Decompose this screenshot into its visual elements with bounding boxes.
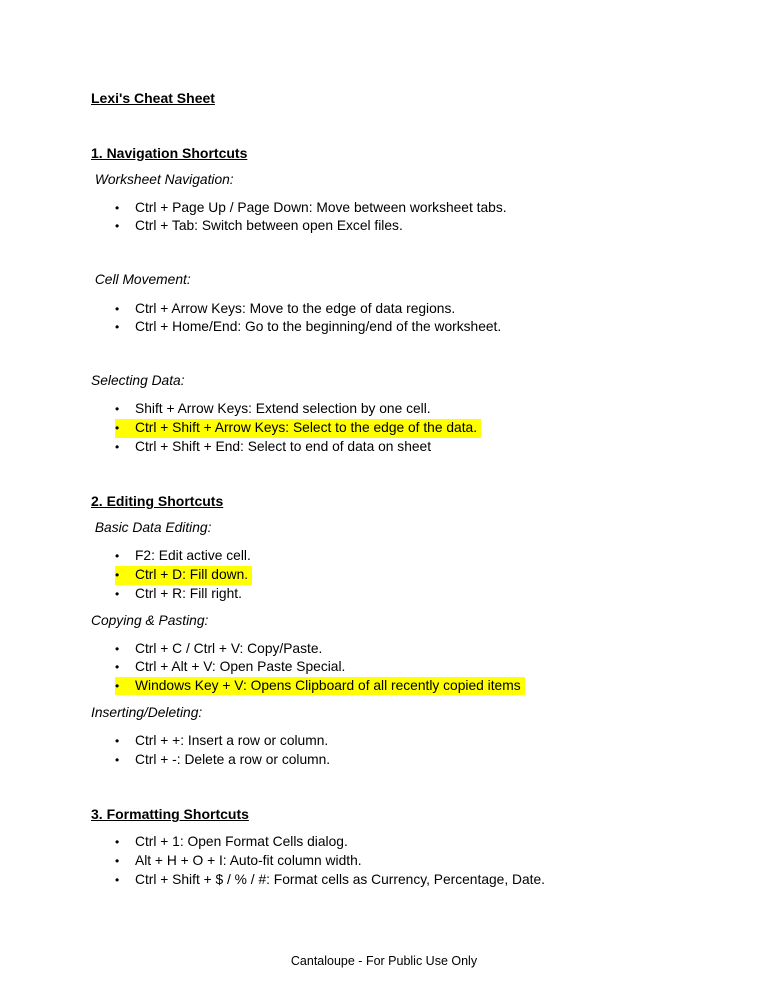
bullet-icon: •	[115, 420, 120, 435]
bullet-icon: •	[115, 752, 120, 767]
bullet-list	[91, 640, 688, 696]
item-text: Ctrl + Tab: Switch between open Excel files.	[135, 218, 403, 234]
list-item	[115, 852, 688, 871]
list-item	[115, 871, 688, 890]
item-text: Ctrl + Alt + V: Open Paste Special.	[135, 659, 346, 675]
item-text: Alt + H + O + I: Auto-fit column width.	[135, 852, 362, 868]
group-label: Selecting Data:	[91, 373, 185, 389]
list-item	[115, 300, 688, 319]
list-item	[115, 585, 688, 604]
highlighted-line	[115, 419, 481, 438]
section	[91, 492, 688, 769]
bullet-icon: •	[115, 549, 120, 564]
line	[115, 732, 332, 751]
item-text: Ctrl + D: Fill down.	[135, 566, 249, 582]
group-label: Cell Movement:	[91, 272, 191, 288]
list-item	[115, 547, 688, 566]
item-text: Ctrl + +: Insert a row or column.	[135, 733, 329, 749]
bullet-icon: •	[115, 439, 120, 454]
highlighted-line	[115, 677, 525, 696]
section-heading: 1. Navigation Shortcuts	[91, 144, 248, 161]
bullet-icon: •	[115, 641, 120, 656]
section	[91, 144, 688, 457]
bullet-icon: •	[115, 660, 120, 675]
bullet-list	[91, 199, 688, 236]
line	[115, 300, 459, 319]
line	[115, 751, 334, 770]
bullet-icon: •	[115, 320, 120, 335]
bullet-icon: •	[115, 301, 120, 316]
section-heading: 3. Formatting Shortcuts	[91, 806, 249, 823]
item-text: Ctrl + 1: Open Format Cells dialog.	[135, 834, 348, 850]
bullet-list	[91, 300, 688, 337]
sections-container	[91, 144, 688, 890]
line	[115, 833, 352, 852]
item-text: Ctrl + Home/End: Go to the beginning/end of the worksheet.	[135, 319, 502, 335]
bullet-icon: •	[115, 872, 120, 887]
line	[115, 658, 349, 677]
list-item	[115, 419, 688, 438]
bullet-icon: •	[115, 567, 120, 582]
item-text: Shift + Arrow Keys: Extend selection by one cell.	[135, 401, 431, 417]
item-text: Ctrl + Page Up / Page Down: Move between worksheet tabs.	[135, 199, 507, 215]
list-item	[115, 438, 688, 457]
list-item	[115, 318, 688, 337]
list-item	[115, 217, 688, 236]
line	[115, 852, 366, 871]
item-text: Windows Key + V: Opens Clipboard of all recently copied items	[135, 677, 521, 693]
bullet-icon: •	[115, 734, 120, 749]
item-text: Ctrl + C / Ctrl + V: Copy/Paste.	[135, 640, 323, 656]
bullet-icon: •	[115, 402, 120, 417]
list-item	[115, 751, 688, 770]
bullet-list	[91, 833, 688, 889]
bullet-list	[91, 547, 688, 603]
group-label: Inserting/Deleting:	[91, 704, 203, 720]
list-item	[115, 677, 688, 696]
bullet-list	[91, 732, 688, 769]
document-content	[91, 89, 688, 889]
bullet-icon: •	[115, 586, 120, 601]
document-title: Lexi's Cheat Sheet	[91, 90, 215, 106]
group-label: Copying & Pasting:	[91, 612, 209, 628]
item-text: Ctrl + Shift + $ / % / #: Format cells as Currency, Percentage, Date.	[135, 871, 545, 887]
section-heading: 2. Editing Shortcuts	[91, 493, 224, 510]
list-item	[115, 199, 688, 218]
highlighted-line	[115, 566, 252, 585]
list-item	[115, 732, 688, 751]
list-item	[115, 833, 688, 852]
list-item	[115, 640, 688, 659]
line	[115, 585, 246, 604]
bullet-icon: •	[115, 853, 120, 868]
item-text: Ctrl + Shift + Arrow Keys: Select to the edge of the data.	[135, 419, 478, 435]
item-text: Ctrl + R: Fill right.	[135, 585, 242, 601]
group-label: Worksheet Navigation:	[91, 171, 234, 187]
bullet-icon: •	[115, 219, 120, 234]
bullet-list	[91, 400, 688, 456]
line	[115, 871, 549, 890]
line	[115, 438, 435, 457]
line	[115, 318, 505, 337]
bullet-icon: •	[115, 835, 120, 850]
line	[115, 400, 435, 419]
list-item	[115, 400, 688, 419]
item-text: Ctrl + -: Delete a row or column.	[135, 751, 331, 767]
item-text: F2: Edit active cell.	[135, 548, 251, 564]
list-item	[115, 566, 688, 585]
item-text: Ctrl + Arrow Keys: Move to the edge of data regions.	[135, 300, 456, 316]
item-text: Ctrl + Shift + End: Select to end of data on sheet	[135, 438, 432, 454]
page-footer: Cantaloupe - For Public Use Only	[290, 954, 478, 968]
line	[115, 640, 326, 659]
section	[91, 805, 688, 889]
line	[115, 199, 511, 218]
line	[115, 547, 255, 566]
list-item	[115, 658, 688, 677]
group-label: Basic Data Editing:	[91, 520, 212, 536]
line	[115, 217, 407, 236]
bullet-icon: •	[115, 678, 120, 693]
bullet-icon: •	[115, 200, 120, 215]
